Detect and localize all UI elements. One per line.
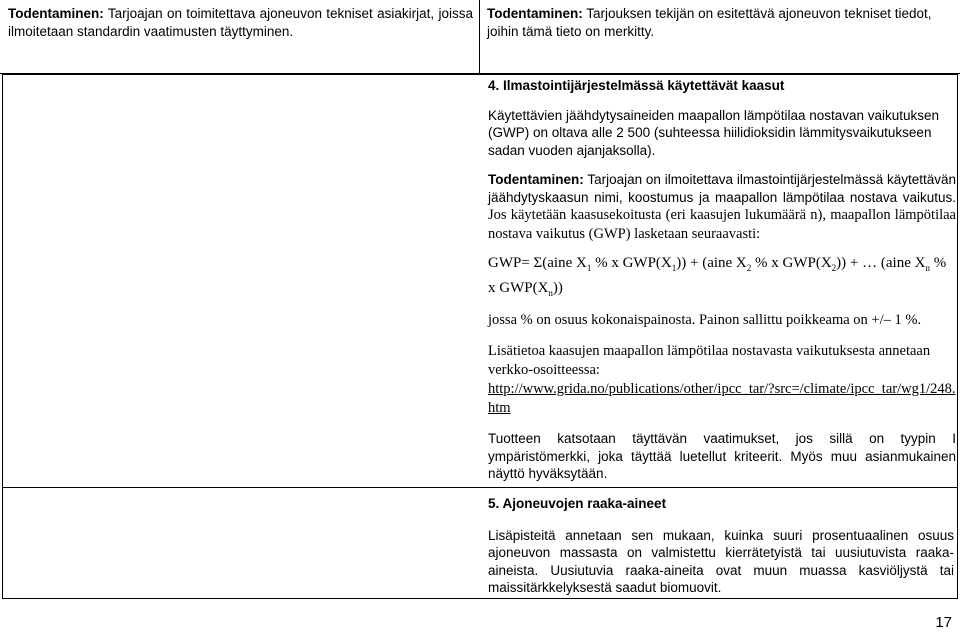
verification-text: Tarjoajan on ilmoitettava ilmastointijärjestelmässä käytettävän jäähdytyskaasun nimi, koostumus ja maapallon lämpötilaa nostava vaikutus.: [488, 172, 956, 205]
verification-paragraph: [8, 5, 473, 40]
verification-label: Todentaminen:: [8, 6, 104, 21]
verification-paragraph: [487, 5, 954, 40]
formula-note: jossa % on osuus kokonaispainosta. Painon sallittu poikkeama on +/– 1 %.: [488, 312, 922, 328]
verification-label: Todentaminen:: [487, 6, 583, 21]
gwp-verification-paragraph: [488, 171, 956, 243]
section-4-cell: [2, 74, 958, 487]
gas-mixture-text: Jos käytetään kaasusekoitusta (eri kaasujen lukumäärä n), maapallon lämpötilaa nostava vaikutus (GWP) lasketaan seuraavasti:: [488, 207, 956, 242]
section-4-heading: 4. Ilmastointijärjestelmässä käytettävät kaasut: [488, 78, 785, 93]
verification-text: Tarjoajan on toimitettava ajoneuvon tekniset asiakirjat, joissa ilmoitetaan standardin vaatimusten täyttyminen.: [8, 6, 473, 39]
verification-label: Todentaminen:: [488, 172, 584, 187]
gwp-requirement-text: Käytettävien jäähdytysaineiden maapallon lämpötilaa nostavan vaikutuksen (GWP) on oltava alle 2 500 (suhteessa hiilidioksidin lämmitysvaikutukseen sadan vuoden ajanjaksolla).: [488, 107, 940, 158]
gwp-formula: GWP= Σ(aine $X_1$ % x $GWP(X_1)$) + (aine $X_2$ % x $GWP(X_2)$) + … (aine $X_n$ % x $GWP(X_n)$): [488, 255, 947, 298]
top-right-cell: [480, 0, 960, 74]
verification-text: Tarjouksen tekijän on esitettävä ajoneuvon tekniset tiedot, joihin tämä tieto on merkitty.: [487, 6, 932, 39]
more-info-text: Lisätietoa kaasujen maapallon lämpötilaa nostavasta vaikutuksesta annetaan verkko-osoitteessa:: [488, 343, 931, 378]
section-5-heading: 5. Ajoneuvojen raaka-aineet: [488, 496, 667, 511]
ipcc-link[interactable]: http://www.grida.no/publications/other/ipcc_tar/?src=/climate/ipcc_tar/wg1/248.htm: [488, 381, 956, 416]
raw-materials-text: Lisäpisteitä annetaan sen mukaan, kuinka suuri prosentuaalinen osuus ajoneuvon massasta on valmistettu kierrätetyistä tai uusiutuvista raaka-aineista. Uusiutuvia raaka-aineita ovat muun muassa kasviöljystä tai maissitärkkelyksestä saadut biomuovit.: [488, 527, 954, 595]
page-number: 17: [935, 614, 952, 631]
section-5-cell: [2, 487, 958, 599]
top-left-cell: [0, 0, 480, 74]
ecolabel-text: Tuotteen katsotaan täyttävän vaatimukset, jos sillä on tyypin I ympäristömerkki, joka täyttää luetellut kriteerit. Myös muu asianmukainen näyttö hyväksytään.: [488, 431, 956, 481]
